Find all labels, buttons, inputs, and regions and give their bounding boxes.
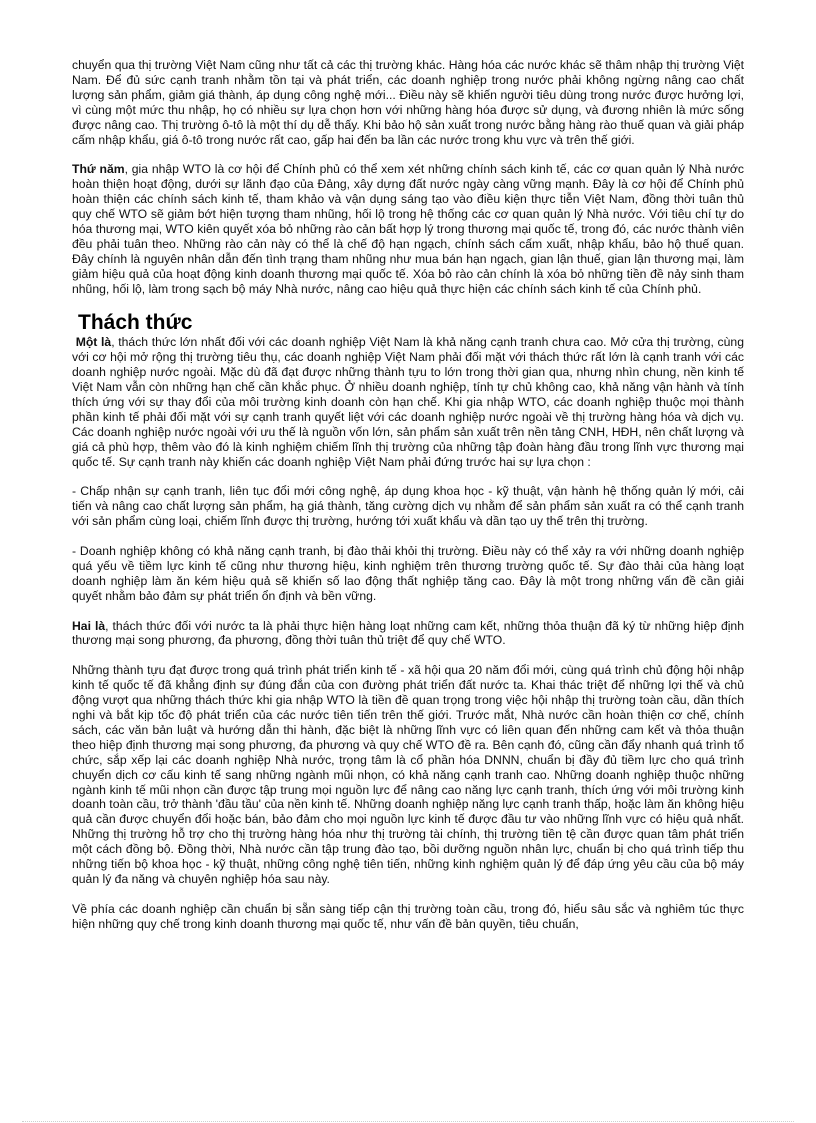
paragraph-body-hai-la: , thách thức đối với nước ta là phải thực hiện hàng loạt những cam kết, những thỏa thuận đã ký từ những hiệp định thương mại song phương, đa phương, đồng thời tuân thủ triệt để quy chế WTO. <box>72 618 744 648</box>
list-item-eliminated: - Doanh nghiệp không có khả năng cạnh tranh, bị đào thải khỏi thị trường. Điều này có thể xảy ra với những doanh nghiệp quá yếu về tiềm lực kinh tế cũng như thương hiệu, kinh nghiệm trên thương trường quốc tế. Sự đào thải của hàng loạt doanh nghiệp làm ăn kém hiệu quả sẽ khiến số lao động thất nghiệp tăng cao. Đây là một trong những vấn đề cần giải quyết nhằm bảo đảm sự phát triển ổn định và bền vững. <box>72 544 744 603</box>
paragraph-body-mot-la: , thách thức lớn nhất đối với các doanh nghiệp Việt Nam là khả năng cạnh tranh chưa cao. Mở cửa thị trường, cùng với cơ hội mở rộng thị trường tiêu thụ, các doanh nghiệp Việt Nam phải đối mặt với thách thức rất lớn là cạnh tranh với các doanh nghiệp nước ngoài. Mặc dù đã đạt được những thành tựu to lớn trong thời gian qua, nhưng nhìn chung, nền kinh tế Việt Nam vẫn còn những hạn chế cần khắc phục. Ở nhiều doanh nghiệp, tính tự chủ không cao, khả năng vận hành và tính thích ứng với sự thay đổi của môi trường kinh doanh còn hạn chế. Khi gia nhập WTO, các doanh nghiệp thuộc mọi thành phần kinh tế phải đối mặt với sự cạnh tranh quyết liệt với các doanh nghiệp nước ngoài về thị trường hàng hóa và dịch vụ. Các doanh nghiệp nước ngoài với ưu thế là nguồn vốn lớn, sản phẩm sản xuất trên nền tảng CNH, HĐH, nên chất lượng và giá cả phù hợp, thêm vào đó là kinh nghiệm chiếm lĩnh thị trường của những tập đoàn hàng đầu trong lĩnh vực thương mại quốc tế. Sự cạnh tranh này khiến các doanh nghiệp Việt Nam phải đứng trước hai sự lựa chọn : <box>72 335 744 469</box>
paragraph-thu-nam <box>72 162 744 296</box>
paragraph-achievements: Những thành tựu đạt được trong quá trình phát triển kinh tế - xã hội qua 20 năm đổi mới, cùng quá trình chủ động hội nhập kinh tế quốc tế đã khẳng định sự đúng đắn của con đường phát triển đất nước ta. Khai thác triệt để những lợi thế và chủ động vượt qua những thách thức khi gia nhập WTO là tiền đề quan trọng trong việc hội nhập thị trường toàn cầu, dần thích nghi và bắt kịp tốc độ phát triển của các nước tiên tiến trên thế giới. Trước mắt, Nhà nước cần hoàn thiện cơ chế, chính sách, các văn bản luật và hướng dẫn thi hành, đặc biệt là những lĩnh vực có liên quan đến những cam kết và thỏa thuận theo hiệp định thương mại song phương, đa phương và quy chế WTO đề ra. Bên cạnh đó, cũng cần đẩy nhanh quá trình tổ chức, sắp xếp lại các doanh nghiệp Nhà nước, trọng tâm là cổ phần hóa DNNN, chuẩn bị đầy đủ tiềm lực cho quá trình chuyển dịch cơ cấu kinh tế sang những ngành mũi nhọn, có khả năng cạnh tranh cao. Những doanh nghiệp thuộc những ngành kinh tế mũi nhọn cần được tập trung mọi nguồn lực để nâng cao năng lực cạnh tranh, thích ứng với môi trường kinh doanh toàn cầu, trở thành 'đầu tầu' của nền kinh tế. Những doanh nghiệp năng lực cạnh tranh thấp, hoặc làm ăn không hiệu quả cần được chuyển đổi hoặc bán, bảo đảm cho mọi nguồn lực kinh tế được đầu tư vào những lĩnh vực có hiệu quả nhất. Những thị trường hỗ trợ cho thị trường hàng hóa như thị trường tài chính, thị trường tiền tệ cần được quan tâm phát triển một cách đồng bộ. Đồng thời, Nhà nước cần tập trung đào tạo, bồi dưỡng nguồn nhân lực, chuẩn bị cho quá trình tiếp thu những tiến bộ khoa học - kỹ thuật, những công nghệ tiên tiến, những kinh nghiệm quản lý để đáp ứng yêu cầu của bộ máy quản lý đa năng và chuyên nghiệp hóa sau này. <box>72 663 744 886</box>
section-heading-challenges: Thách thức <box>78 311 193 335</box>
paragraph-enterprises: Về phía các doanh nghiệp cần chuẩn bị sẵn sàng tiếp cận thị trường toàn cầu, trong đó, hiểu sâu sắc và nghiêm túc thực hiện những quy chế trong kinh doanh thương mại quốc tế, như vấn đề bản quyền, tiêu chuẩn, <box>72 901 744 931</box>
paragraph-consumer-benefit: chuyển qua thị trường Việt Nam cũng như tất cả các thị trường khác. Hàng hóa các nước khác sẽ thâm nhập thị trường Việt Nam. Để đủ sức cạnh tranh nhằm tồn tại và phát triển, các doanh nghiệp trong nước phải không ngừng nâng cao chất lượng sản phẩm, giảm giá thành, áp dụng công nghệ mới... Điều này sẽ khiến người tiêu dùng trong nước được hưởng lợi, vì cùng một mức thu nhập, họ có nhiều sự lựa chọn hơn với những hàng hóa được sử dụng, và đương nhiên là mức sống được nâng cao. Thị trường ô-tô là một thí dụ dễ thấy. Khi bảo hộ sản xuất trong nước bằng hàng rào thuế quan và giải pháp cấm nhập khẩu, giá ô-tô trong nước rất cao, gấp hai đến ba lần các nước trong khu vực và trên thế giới. <box>72 58 744 147</box>
document-page <box>72 58 744 946</box>
paragraph-lead-thu-nam: Thứ năm <box>72 162 125 177</box>
paragraph-mot-la <box>72 335 744 469</box>
paragraph-hai-la <box>72 619 744 649</box>
paragraph-body-thu-nam: , gia nhập WTO là cơ hội để Chính phủ có thể xem xét những chính sách kinh tế, các cơ quan quản lý Nhà nước hoàn thiện hoạt động, dưới sự lãnh đạo của Đảng, xây dựng đất nước ngày càng vững mạnh. Đây là cơ hội để Chính phủ hoàn thiện các chính sách kinh tế, tham khảo và vận dụng sáng tạo vào điều kiện thực tiễn Việt Nam, đồng thời tuân thủ quy chế WTO sẽ giảm bớt hiện tượng tham nhũng, hối lộ trong hệ thống các cơ quan quản lý Nhà nước. Với tiêu chí tự do hóa thương mại, WTO kiên quyết xóa bỏ những rào cản bất hợp lý trong thương mại quốc tế, trong đó, các nước thành viên đều phải tuân theo. Những rào cản này có thể là chế độ hạn ngạch, chính sách cấm xuất, nhập khẩu, bảo hộ thuế quan. Đây chính là nguyên nhân dẫn đến tình trạng tham nhũng như mua bán hạn ngạch, gian lận thuế, gian lận thương mại, làm giảm hiệu quả của hoạt động kinh doanh thương mại quốc tế. Xóa bỏ rào cản chính là xóa bỏ những tiền đề nảy sinh tham nhũng, hối lộ, làm trong sạch bộ máy Nhà nước, nâng cao hiệu quả thực hiện các chính sách kinh tế của Chính phủ. <box>72 162 744 296</box>
paragraph-lead-mot-la: Một là <box>75 335 112 350</box>
paragraph-lead-hai-la: Hai là <box>72 618 106 633</box>
list-item-accept-competition: - Chấp nhận sự cạnh tranh, liên tục đổi mới công nghệ, áp dụng khoa học - kỹ thuật, vận hành hệ thống quản lý mới, cải tiến và nâng cao chất lượng sản phẩm, hạ giá thành, tăng cường dịch vụ nhằm để sản phẩm sản xuất ra có thể cạnh tranh với sản phẩm cùng loại, chiếm lĩnh được thị trường, hướng tới xuất khẩu và dần tạo uy thế trên thị trường. <box>72 484 744 529</box>
page-bottom-divider <box>22 1121 794 1122</box>
